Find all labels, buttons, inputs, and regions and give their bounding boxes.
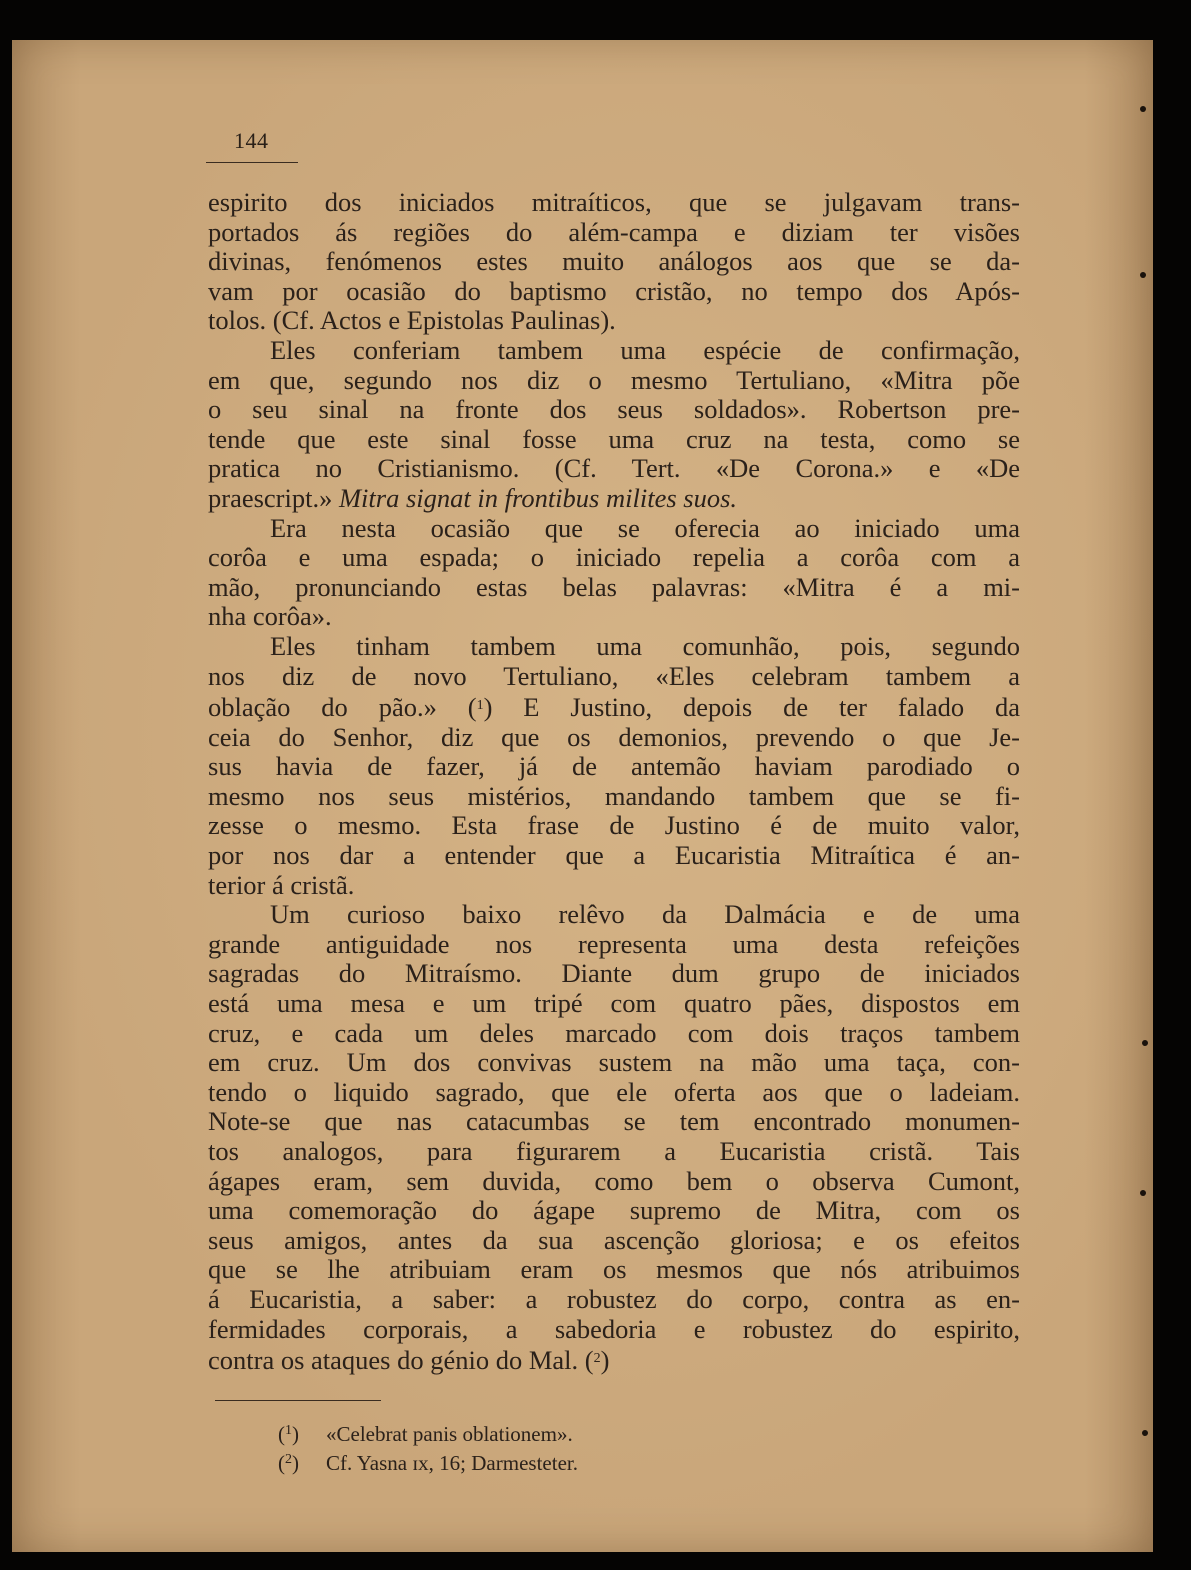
text-segment: contra os ataques do génio do Mal. ( [208, 1345, 594, 1376]
text-line: espirito dos iniciados mitraíticos, que se julgavam trans- [208, 187, 1020, 217]
text-line: fermidades corporais, a sabedoria e robustez do espirito, [208, 1313, 1020, 1344]
text-line: ceia do Senhor, diz que os demonios, prevendo o que Je- [208, 721, 1020, 752]
text-line: mão, pronunciando estas belas palavras: «Mitra é a mi- [208, 571, 1020, 602]
text-line: portados ás regiões do além-campa e diziam ter visões [208, 216, 1020, 247]
text-line: Um curioso baixo relêvo da Dalmácia e de uma [270, 899, 1020, 930]
text-line: tende que este sinal fosse uma cruz na testa, como se [208, 423, 1020, 454]
page-edge-speck [1140, 272, 1146, 278]
text-line: divinas, fenómenos estes muito análogos aos que se da- [208, 246, 1020, 277]
text-line [208, 484, 1020, 514]
text-segment: ) [600, 1345, 610, 1376]
text-line: em cruz. Um dos convivas sustem na mão uma taça, con- [208, 1047, 1020, 1078]
footnote-mark [278, 1447, 326, 1476]
text-line: em que, segundo nos diz o mesmo Tertuliano, «Mitra põe [208, 364, 1020, 395]
text-line: pratica no Cristianismo. (Cf. Tert. «De Corona.» e «De [208, 453, 1020, 484]
text-line: á Eucaristia, a saber: a robustez do corpo, contra as en- [208, 1283, 1020, 1314]
book-page [12, 40, 1153, 1552]
text-line: está uma mesa e um tripé com quatro pães, dispostos em [208, 988, 1020, 1019]
footnote-text: Cf. Yasna ɪx, 16; Darmesteter. [326, 1451, 578, 1475]
text-segment: oblação do pão.» ( [208, 692, 477, 723]
latin-quote: Mitra signat in frontibus milites suos. [338, 482, 738, 513]
footnote-mark [278, 1418, 326, 1447]
footnote-1 [278, 1418, 578, 1447]
footnote-ref: 1 [476, 698, 484, 714]
text-line: mesmo nos seus mistérios, mandando tambem que se fi- [208, 780, 1020, 811]
footnote-paren: ( [278, 1451, 285, 1475]
text-line: Era nesta ocasião que se oferecia ao iniciado uma [270, 512, 1020, 543]
footnotes [278, 1418, 578, 1476]
text-line: o seu sinal na fronte dos seus soldados». Robertson pre- [208, 394, 1020, 425]
text-line: tolos. (Cf. Actos e Epistolas Paulinas). [208, 305, 616, 336]
text-line: zesse o mesmo. Esta frase de Justino é de muito valor, [208, 810, 1020, 841]
footnote-2 [278, 1447, 578, 1476]
text-line: tendo o liquido sagrado, que ele oferta aos que o ladeiam. [208, 1076, 1020, 1107]
text-line: corôa e uma espada; o iniciado repelia a corôa com a [208, 542, 1020, 573]
text-line: Eles conferiam tambem uma espécie de confirmação, [270, 334, 1020, 365]
footnote-paren: ) [292, 1451, 299, 1475]
text-line: sus havia de fazer, já de antemão haviam parodiado o [208, 751, 1020, 782]
footnote-number: 1 [285, 1423, 292, 1438]
footnote-ref: 2 [593, 1351, 601, 1367]
text-line: Note-se que nas catacumbas se tem encontrado monumen- [208, 1106, 1020, 1137]
text-segment: ) E Justino, depois de ter falado da [483, 692, 1020, 723]
text-line: nha corôa». [208, 601, 332, 632]
page-number: 144 [234, 128, 269, 153]
page-edge-speck [1140, 1190, 1146, 1196]
text-line: uma comemoração do ágape supremo de Mitra, com os [208, 1195, 1020, 1226]
text-line: grande antiguidade nos representa uma desta refeições [208, 928, 1020, 959]
footnote-text: «Celebrat panis oblationem». [326, 1422, 573, 1446]
header-rule [206, 162, 298, 163]
text-line: terior á cristã. [208, 869, 355, 900]
footnote-paren: ) [292, 1422, 299, 1446]
footnote-paren: ( [278, 1422, 285, 1446]
page-edge-speck [1142, 1040, 1148, 1046]
text-line: que se lhe atribuiam eram os mesmos que nós atribuimos [208, 1254, 1020, 1285]
text-line: cruz, e cada um deles marcado com dois traços tambem [208, 1017, 1020, 1048]
text-segment: praescript.» [208, 482, 333, 513]
body-text [208, 188, 1020, 1376]
text-line: vam por ocasião do baptismo cristão, no tempo dos Após- [208, 275, 1020, 306]
footnote-number: 2 [285, 1452, 292, 1467]
page-edge-speck [1140, 106, 1146, 112]
page-edge-speck [1142, 1430, 1148, 1436]
text-line: por nos dar a entender que a Eucaristia Mitraítica é an- [208, 840, 1020, 871]
text-line: sagradas do Mitraísmo. Diante dum grupo de iniciados [208, 958, 1020, 989]
text-line: ágapes eram, sem duvida, como bem o observa Cumont, [208, 1165, 1020, 1196]
text-line: nos diz de novo Tertuliano, «Eles celebram tambem a [208, 660, 1020, 691]
text-line: seus amigos, antes da sua ascenção gloriosa; e os efeitos [208, 1224, 1020, 1255]
text-line: Eles tinham tambem uma comunhão, pois, segundo [270, 630, 1020, 661]
text-line [208, 691, 1020, 723]
text-line [208, 1344, 1020, 1376]
text-line: tos analogos, para figurarem a Eucaristia cristã. Tais [208, 1136, 1020, 1166]
footnote-rule [215, 1400, 381, 1401]
